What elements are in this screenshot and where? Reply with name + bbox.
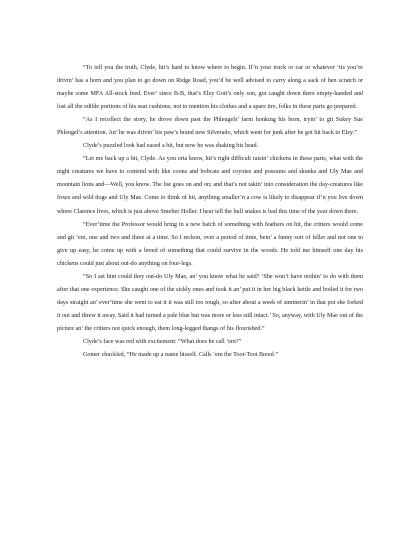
- story-text: [57, 62, 363, 362]
- paragraph: “Ever’time the Professor would bring in a new batch of something with feathers on hit, the critters would come and git ‘em, one and two and three at a time. So I reckon, over a period of time, bein’ a funny sort of feller and not one to give up easy, he come up with a breed of something that could survive in the woods. He told me himself one day his chickens could just about out-do anything on four-legs.: [57, 221, 363, 267]
- paragraph: “To tell you the truth, Clyde, hit’s hard to know where to begin. If’n your truck or car or whatever ‘tis you’re drivin’ has a horn and you plan to go down on Ridge Road, you’d be well advised to carry along a sack of hen scratch or maybe some MFA All-stock feed. Ever’ since B-B, that’s Elzy Gott’s only son, got caught down there empty-handed and lost all the edible portions of his seat cushions, not to mention his clothes and a spare tire, folks in these parts go prepared.: [57, 65, 363, 111]
- paragraph: “As I recollect the story, he drove down past the Phleugels’ farm honking his horn, tryin’ to git Sukey Sue Phleugel’s attention. An’ he was drivin’ his paw’s brand new Silverado, which went for junk after he got hit back to Elzy.”: [57, 117, 363, 137]
- paragraph: Clyde’s puzzled look had eased a bit, but now he was shaking his head.: [83, 143, 259, 150]
- paragraph: Clyde’s face was red with excitement: “What does he call ‘em?”: [83, 338, 242, 345]
- paragraph: Gomer chuckled, “He made up a name hisself. Calls ‘em the Toot-Toot Breed.”: [83, 352, 278, 359]
- paragraph: “So I ast him could they out-do Uly Mae, an’ you know what he said? ‘She won’t have nothin’ to do with them after that one experience. She caught one of the sickly ones and took it an’ put it in her big black kettle and boiled it for two days straight an’ ever’time she went to eat it it was still too tough, so after about a week of simmerin’ in that pot she forked it out and threw it away. Said it had turned a pale blue but was more or less still intact.’ So, anyway, with Uly Mae out of the picture an’ the critters not quick enough, them long-legged thangs of his flourished.”: [57, 273, 363, 332]
- paragraph: “Let me back up a bit, Clyde. As you orta know, hit’s right difficult raisin’ chickens in these parts, what with the night creatures we have to contend with like coons and bobcats and coyotes and possums and skunks and Uly Mae and mountain lions and—Well, you know. The list goes on and on; and that’s not takin’ into consideration the day-creatures like foxes and wild dogs and Uly Mae. Come to think of hit, anything smaller’n a cow is likely to disappear if’n you live down where Clarence lives, which is just above Smelter Holler. I hear tell the bull snakes is bad this time of the year down there.: [57, 156, 363, 215]
